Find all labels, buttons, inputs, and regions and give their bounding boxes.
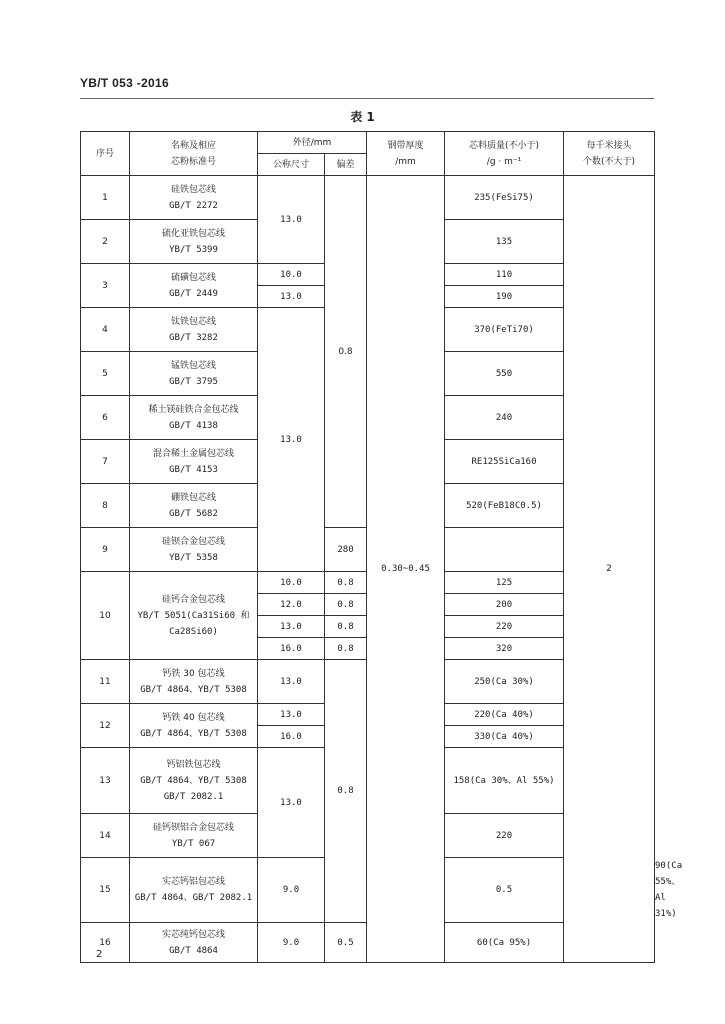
table-caption: 表 1: [350, 110, 375, 124]
header-seq: 序号: [81, 132, 130, 176]
row-10d-mass: 320: [445, 638, 564, 660]
row-12-seq: 12: [81, 704, 130, 748]
header-joints: [564, 132, 655, 176]
header-rule: [80, 98, 654, 99]
row-8-mass: 520(FeB18C0.5): [445, 484, 564, 528]
row-15-nominal: 9.0: [258, 858, 325, 923]
row-14-seq: 14: [81, 814, 130, 858]
row-2-standard: YB/T 5399: [169, 244, 218, 255]
row-9-standard: YB/T 5358: [169, 552, 218, 563]
header-mass-line1: 芯料质量(不小于): [469, 140, 540, 151]
row-16-name-text: 实芯纯钙包芯线: [161, 929, 225, 940]
row-10b-mass: 200: [445, 594, 564, 616]
row-6-standard: GB/T 4138: [169, 420, 218, 431]
nominal-merged-a: 13.0: [258, 176, 325, 264]
row-5-seq: 5: [81, 352, 130, 396]
row-4-seq: 4: [81, 308, 130, 352]
row-4-standard: GB/T 3282: [169, 332, 218, 343]
row-10a-tol: 0.8: [325, 572, 367, 594]
row-13-mass: 158(Ca 30%、Al 55%): [445, 748, 564, 814]
row-14-mass: 220: [445, 814, 564, 858]
row-3-seq: 3: [81, 264, 130, 308]
row-10-seq: 10: [81, 572, 130, 660]
row-6-mass: 240: [445, 396, 564, 440]
row-9-mass: 280: [325, 528, 367, 572]
row-15-tol: 0.5: [445, 858, 564, 923]
row-14-name-text: 硅钙钡铝合金包芯线: [152, 822, 234, 833]
header-mass-line2: /g · m⁻¹: [486, 156, 522, 167]
row-12-name-text: 钙铁 40 包芯线: [162, 712, 225, 723]
row-3-name-text: 硫磺包芯线: [170, 272, 216, 283]
row-5-mass: 550: [445, 352, 564, 396]
row-3b-nominal: 13.0: [258, 286, 325, 308]
row-8-seq: 8: [81, 484, 130, 528]
row-16-standard: GB/T 4864: [169, 945, 218, 956]
row-8-name-text: 硼铁包芯线: [170, 492, 216, 503]
row-6-seq: 6: [81, 396, 130, 440]
row-10-standard: YB/T 5051(Ca31Si60 和: [137, 610, 250, 621]
row-15-standard: GB/T 4864、GB/T 2082.1: [134, 893, 253, 903]
row-4-mass: 370(FeTi70): [445, 308, 564, 352]
header-tolerance: 偏差: [325, 154, 367, 176]
row-6-name: [130, 396, 258, 440]
header-core-mass: [445, 132, 564, 176]
row-3a-nominal: 10.0: [258, 264, 325, 286]
row-10d-nominal: 16.0: [258, 638, 325, 660]
tol-merged-a: 0.8: [325, 176, 367, 528]
row-12a-nominal: 13.0: [258, 704, 325, 726]
row-9-name-text: 硅钡合金包芯线: [161, 536, 225, 547]
row-10-standard-2: Ca28Si60): [169, 626, 218, 637]
header-steel-thickness: [367, 132, 445, 176]
row-2-name: [130, 220, 258, 264]
row-1-seq: 1: [81, 176, 130, 220]
row-11-standard: GB/T 4864、YB/T 5308: [140, 684, 247, 695]
row-5-standard: GB/T 3795: [169, 376, 218, 387]
row-10b-tol: 0.8: [325, 594, 367, 616]
row-7-mass: RE125SiCa160: [445, 440, 564, 484]
header-nominal: 公称尺寸: [258, 154, 325, 176]
row-16-tol: 0.5: [325, 923, 367, 963]
row-10a-nominal: 10.0: [258, 572, 325, 594]
row-13-standard-2: GB/T 2082.1: [163, 791, 224, 802]
row-3b-mass: 190: [445, 286, 564, 308]
row-9-name: [130, 528, 258, 572]
row-15-seq: 15: [81, 858, 130, 923]
row-16-nominal: 9.0: [258, 923, 325, 963]
row-10-name-text: 硅钙合金包芯线: [161, 594, 225, 605]
row-7-seq: 7: [81, 440, 130, 484]
row-3-name: [130, 264, 258, 308]
row-14-name: [130, 814, 258, 858]
row-11-name: [130, 660, 258, 704]
header-thickness-line2: /mm: [395, 156, 416, 167]
row-10c-mass: 220: [445, 616, 564, 638]
row-10a-mass: 125: [445, 572, 564, 594]
row-14-standard: YB/T 067: [171, 838, 216, 849]
header-name-line1: 名称及相应: [170, 140, 216, 151]
row-5-name-text: 锰铁包芯线: [170, 360, 216, 371]
row-5-name: [130, 352, 258, 396]
header-thickness-line1: 钢带厚度: [387, 140, 424, 151]
joints-merged: 2: [564, 176, 655, 963]
row-12-name: [130, 704, 258, 748]
row-16-mass: 60(Ca 95%): [445, 923, 564, 963]
row-12b-mass: 330(Ca 40%): [445, 726, 564, 748]
tol-merged-b: 0.8: [325, 660, 367, 923]
row-9-seq: 9: [81, 528, 130, 572]
row-1-name: [130, 176, 258, 220]
header-name-line2: 芯粉标准号: [170, 156, 216, 167]
row-11-name-text: 钙铁 30 包芯线: [162, 668, 225, 679]
nominal-merged-c: 13.0: [258, 748, 325, 858]
nominal-merged-b: 13.0: [258, 308, 325, 572]
spec-table: 序号 名称及相应 芯粉标准号 外径/mm 钢带厚度 /mm 芯料质量(不小于) /g · m⁻¹ 每千米接头 个数(不大于) 公称尺寸 偏差 1 硅铁包芯线 GB/T 2272 13.0 0.8 0.30~0.45 235(FeSi75) 2 2 硫化亚铁包芯线 YB/T 5399 135 3 硫磺包芯线 GB/T 2449 10.0 110 13.0 190 4 钛铁包芯线 GB/T 3282 13.0 370(FeTi70) 5 锰铁包芯线 GB/T 3795 550 6 稀土镁硅铁合金包芯线 GB/T 4138 240 7 混合稀土金属包芯线 GB/T 4153 RE125SiCa160 8 硼铁包芯线 GB/T 5682 520(FeB18C0.5) 9 硅钡合金包芯线 YB/T 5358 280 10 硅钙合金包芯线 YB/T 5051(Ca31Si60 和 Ca28Si60) 10.0 0.8 125 12.0 0.8 200 13.0 0.8 220 16.0 0.8 320 11 钙铁 30 包芯线 GB/T 4864、YB/T 5308 13.0 0.8 250(Ca 30%) 12 钙铁 40 包芯线 GB/T 4864、YB/T 5308 13.0 220(Ca 40%) 16.0 330(Ca 40%) 13 钙铝铁包芯线 GB/T 4864、YB/T 5308 GB/T 2082.1 13.0 158(Ca 30%、Al 55%) 14 硅钙钡铝合金包芯线 YB/T 067 220 15 实芯钙铝包芯线 GB/T 4864、GB/T 2082.1 9.0 0.5 90(Ca 55%、Al 31%) 16 实芯纯钙包芯线 GB/T 4864 9.0 0.5 60(Ca 95%): [80, 131, 655, 963]
row-15-name-text: 实芯钙铝包芯线: [161, 877, 225, 887]
row-1-standard: GB/T 2272: [169, 200, 218, 211]
row-10c-tol: 0.8: [325, 616, 367, 638]
row-16-seq: 16: [81, 923, 130, 963]
row-7-name: [130, 440, 258, 484]
row-11-seq: 11: [81, 660, 130, 704]
row-12b-nominal: 16.0: [258, 726, 325, 748]
row-2-mass: 135: [445, 220, 564, 264]
row-1-name-text: 硅铁包芯线: [170, 184, 216, 195]
row-3a-mass: 110: [445, 264, 564, 286]
row-16-name: [130, 923, 258, 963]
row-13-standard: GB/T 4864、YB/T 5308: [140, 775, 247, 786]
row-13-name: [130, 748, 258, 814]
row-10b-nominal: 12.0: [258, 594, 325, 616]
row-2-seq: 2: [81, 220, 130, 264]
row-4-name: [130, 308, 258, 352]
row-10-name: [130, 572, 258, 660]
row-11-mass: 250(Ca 30%): [445, 660, 564, 704]
row-8-name: [130, 484, 258, 528]
row-6-name-text: 稀土镁硅铁合金包芯线: [148, 404, 239, 415]
row-7-standard: GB/T 4153: [169, 464, 218, 475]
row-3-standard: GB/T 2449: [169, 288, 218, 299]
header-joints-line1: 每千米接头: [586, 140, 632, 151]
row-13-seq: 13: [81, 748, 130, 814]
row-8-standard: GB/T 5682: [169, 508, 218, 519]
row-2-name-text: 硫化亚铁包芯线: [161, 228, 225, 239]
thickness-merged: 0.30~0.45: [367, 176, 445, 963]
row-15-name: [130, 858, 258, 923]
row-1-mass: 235(FeSi75): [445, 176, 564, 220]
header-joints-line2: 个数(不大于): [583, 156, 636, 167]
row-11-nominal: 13.0: [258, 660, 325, 704]
row-10c-nominal: 13.0: [258, 616, 325, 638]
row-12-standard: GB/T 4864、YB/T 5308: [140, 728, 247, 739]
row-13-name-text: 钙铝铁包芯线: [166, 759, 221, 770]
row-12a-mass: 220(Ca 40%): [445, 704, 564, 726]
row-7-name-text: 混合稀土金属包芯线: [152, 448, 234, 459]
document-id: YB/T 053 -2016: [80, 76, 169, 90]
row-4-name-text: 钛铁包芯线: [170, 316, 216, 327]
header-outer-diameter: 外径/mm: [258, 132, 367, 154]
row-10d-tol: 0.8: [325, 638, 367, 660]
page-number: 2: [96, 949, 103, 960]
header-name: [130, 132, 258, 176]
